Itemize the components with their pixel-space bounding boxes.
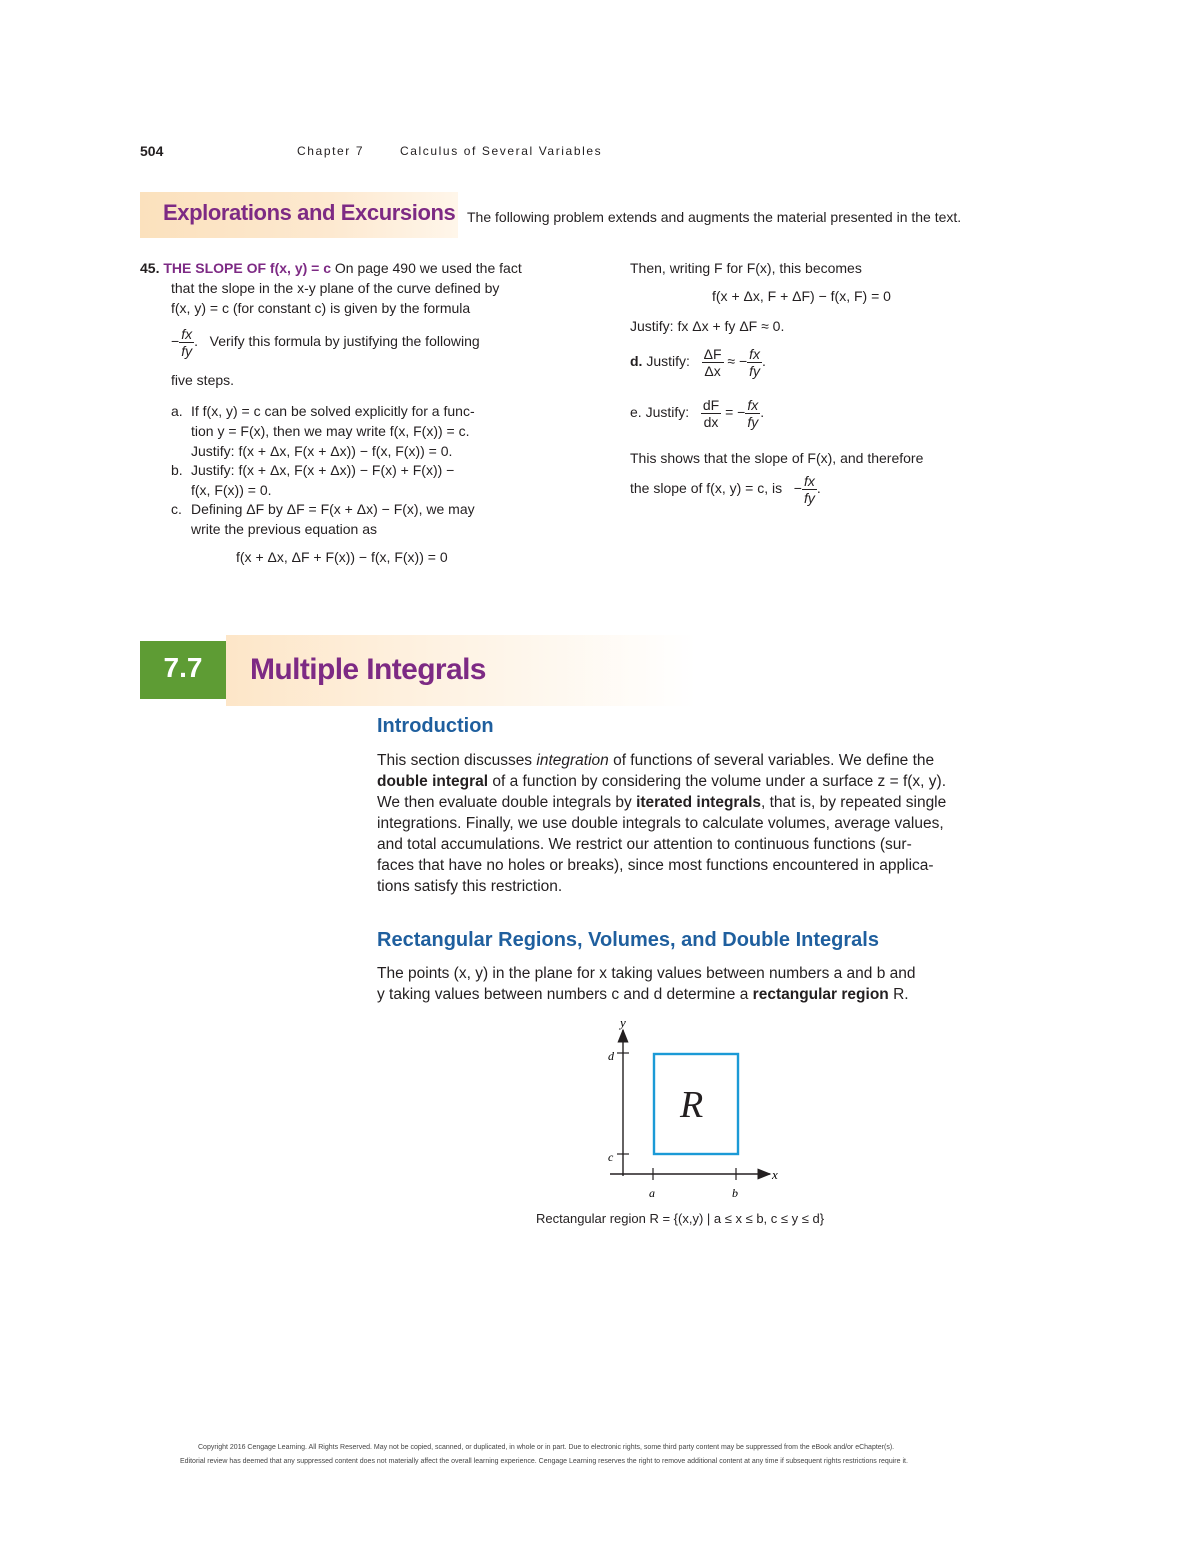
- paragraph-line: We then evaluate double integrals by iterated integrals, that is, by repeated single: [377, 794, 947, 811]
- exercise-heading-line: [140, 258, 522, 278]
- exercise-text-line: On page 490 we used the fact: [334, 260, 522, 276]
- conclusion-fraction: $\frac{fx}{fy}$: [803, 473, 815, 506]
- step-d-line: d. Justify: $\frac{\Delta F}{\Delta x}$ ≈ − $\frac{fx}{fy}$ .: [630, 346, 766, 379]
- paragraph-line: double integral of a function by considering the volume under a surface z = f(x, y).: [377, 773, 947, 790]
- paragraph-line: integrations. Finally, we use double integrals to calculate volumes, average values,: [377, 815, 944, 832]
- paragraph-line: The points (x, y) in the plane for x taking values between numbers a and b and: [377, 965, 916, 982]
- rectangular-heading: Rectangular Regions, Volumes, and Double Integrals: [377, 929, 879, 951]
- region-label: R: [680, 1084, 704, 1126]
- five-steps-text: five steps.: [171, 372, 235, 388]
- step-c-line: Defining ΔF by ΔF = F(x + Δx) − F(x), we may: [191, 501, 475, 517]
- step-d-fraction: $\frac{\Delta F}{\Delta x}$: [703, 346, 722, 379]
- exercise-text-line: f(x, y) = c (for constant c) is given by the formula: [171, 300, 471, 316]
- explorations-description: The following problem extends and augments the material presented in the text.: [467, 209, 962, 225]
- rectangular-body: [377, 963, 1022, 1005]
- slope-fraction: $\frac{fx}{fy}$: [181, 326, 193, 359]
- section-number: 7.7: [163, 652, 203, 683]
- step-c-line: write the previous equation as: [191, 521, 377, 537]
- copyright-line: Editorial review has deemed that any suppressed content does not materially affect the overall learning experience. Cengage Learning reserves the right to remove additional content at any time if subsequent rights restrictions require it.: [180, 1458, 908, 1465]
- tick-label-a: a: [649, 1186, 655, 1200]
- conclusion-line: the slope of f(x, y) = c, is − $\frac{fx}{fy}$ .: [630, 473, 821, 506]
- step-a-label: a.: [171, 403, 183, 419]
- tick-label-d: d: [608, 1049, 614, 1063]
- exercise-heading: THE SLOPE OF f(x, y) = c: [163, 260, 332, 276]
- slope-formula-line: − $\frac{fx}{fy}$ . Verify this formula by justifying the following: [171, 326, 480, 359]
- step-c-label: c.: [171, 501, 182, 517]
- right-equation: f(x + Δx, F + ΔF) − f(x, F) = 0: [712, 288, 891, 304]
- exercise-text-line: that the slope in the x-y plane of the curve defined by: [171, 280, 500, 296]
- conclusion-line: This shows that the slope of F(x), and therefore: [630, 450, 924, 466]
- step-b-label: b.: [171, 462, 183, 478]
- figure-caption: Rectangular region R = {(x,y) | a ≤ x ≤ b, c ≤ y ≤ d}: [536, 1211, 825, 1226]
- step-a-line: tion y = F(x), then we may write f(x, F(x)) = c.: [191, 423, 470, 439]
- paragraph-line: tions satisfy this restriction.: [377, 878, 563, 895]
- right-intro: Then, writing F for F(x), this becomes: [630, 260, 862, 276]
- step-b-line: f(x, F(x)) = 0.: [191, 482, 272, 498]
- step-e-fraction: $\frac{dF}{dx}$: [702, 397, 720, 430]
- explorations-title: Explorations and Excursions: [163, 200, 456, 225]
- introduction-heading: Introduction: [377, 715, 494, 737]
- step-e-slope-fraction: $\frac{fx}{fy}$: [747, 397, 759, 430]
- justify-c: Justify: fx Δx + fy ΔF ≈ 0.: [630, 318, 785, 334]
- step-a-line: Justify: f(x + Δx, F(x + Δx)) − f(x, F(x)) = 0.: [191, 443, 453, 459]
- exercise-number: 45.: [140, 260, 160, 276]
- chapter-label: Chapter 7: [297, 144, 365, 158]
- verify-text: Verify this formula by justifying the following: [209, 333, 480, 350]
- y-axis-label: y: [620, 1015, 626, 1030]
- tick-label-c: c: [608, 1150, 614, 1164]
- chapter-title: Calculus of Several Variables: [399, 144, 603, 158]
- step-b-line: Justify: f(x + Δx, F(x + Δx)) − F(x) + F(x)) −: [191, 462, 455, 478]
- step-e-line: e. Justify: $\frac{dF}{dx}$ = − $\frac{fx}{fy}$ .: [630, 397, 765, 430]
- paragraph-line: faces that have no holes or breaks), since most functions encountered in applica-: [377, 857, 934, 874]
- copyright-line: Copyright 2016 Cengage Learning. All Rights Reserved. May not be copied, scanned, or duplicated, in whole or in part. Due to electronic rights, some third party content may be suppressed from the eBook and/or eChapter(s).: [198, 1444, 895, 1451]
- paragraph-line: y taking values between numbers c and d determine a rectangular region R.: [377, 986, 909, 1003]
- paragraph-line: and total accumulations. We restrict our attention to continuous functions (sur-: [377, 836, 912, 853]
- x-axis-label: x: [772, 1167, 778, 1182]
- step-c-equation: f(x + Δx, ΔF + F(x)) − f(x, F(x)) = 0: [236, 549, 448, 565]
- step-d-slope-fraction: $\frac{fx}{fy}$: [749, 346, 761, 379]
- running-head: [297, 144, 602, 158]
- paragraph-line: This section discusses integration of functions of several variables. We define the: [377, 752, 935, 769]
- introduction-body: [377, 750, 1022, 897]
- tick-label-b: b: [732, 1186, 738, 1200]
- step-a-line: If f(x, y) = c can be solved explicitly for a func-: [191, 403, 475, 419]
- rectangular-region-figure: [590, 1010, 790, 1205]
- section-title: Multiple Integrals: [250, 653, 486, 686]
- page-number: 504: [140, 143, 164, 159]
